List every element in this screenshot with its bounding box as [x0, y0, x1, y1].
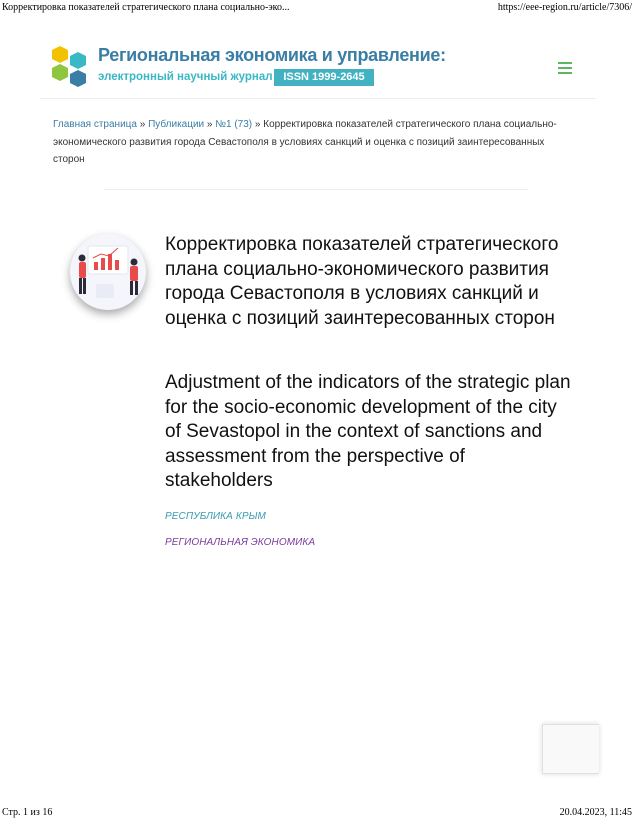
- article-thumbnail: [70, 234, 146, 310]
- logo-issn-badge: ISSN 1999-2645: [274, 69, 374, 86]
- logo-mark-icon[interactable]: [52, 46, 90, 88]
- breadcrumb-current: Корректировка показателей стратегического плана социально-экономического развития города Севастополя в условиях санкций и оценка с позиций заинтересованных сторон: [53, 119, 557, 165]
- tag-topic-link[interactable]: РЕГИОНАЛЬНАЯ ЭКОНОМИКА: [165, 537, 316, 548]
- print-header-url: https://eee-region.ru/article/7306/: [497, 2, 632, 13]
- print-footer: [2, 804, 632, 818]
- breadcrumb-separator: »: [139, 119, 149, 130]
- recaptcha-badge[interactable]: [542, 724, 599, 774]
- breadcrumb-home-link[interactable]: Главная страница: [53, 119, 137, 130]
- print-header: [2, 2, 632, 16]
- presentation-illustration-icon: [70, 234, 146, 310]
- breadcrumb-separator: »: [254, 119, 264, 130]
- print-footer-datetime: 20.04.2023, 11:45: [559, 807, 632, 818]
- breadcrumb-issue-link[interactable]: №1 (73): [215, 119, 253, 130]
- hamburger-menu-button[interactable]: [558, 62, 572, 74]
- article-title-ru: Корректировка показателей стратегического плана социально-экономического развития города Севастополя в условиях санкций и оценка с позиций заинтересованных сторон: [165, 234, 559, 329]
- site-header: [40, 40, 596, 99]
- tag-region-link[interactable]: РЕСПУБЛИКА КРЫМ: [165, 511, 266, 522]
- breadcrumb-publications-link[interactable]: Публикации: [148, 119, 205, 130]
- logo-title[interactable]: Региональная экономика и управление:: [98, 45, 446, 65]
- print-header-title: Корректировка показателей стратегического плана социально-эко...: [2, 2, 290, 13]
- hamburger-icon-bar: [558, 72, 572, 74]
- divider: [104, 189, 528, 190]
- hamburger-icon-bar: [558, 67, 572, 69]
- print-footer-page: Стр. 1 из 16: [2, 807, 53, 818]
- hamburger-icon-bar: [558, 62, 572, 64]
- breadcrumb-separator: »: [206, 119, 216, 130]
- logo-subtitle: электронный научный журнал: [98, 71, 273, 83]
- breadcrumb: [53, 116, 563, 169]
- article-title-en: Adjustment of the indicators of the strategic plan for the socio-economic development of the city of Sevastopol in the context of sanctions and assessment from the perspective of stakeholders: [165, 372, 571, 491]
